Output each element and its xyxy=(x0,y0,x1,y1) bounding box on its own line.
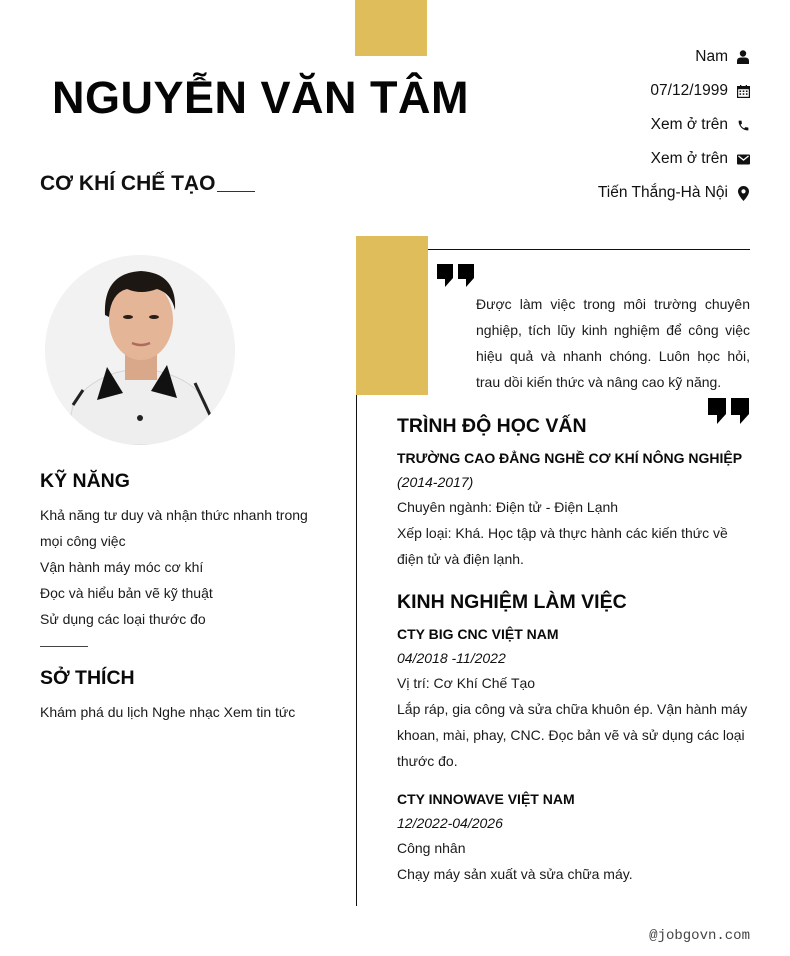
column-divider xyxy=(356,395,357,906)
user-icon xyxy=(736,50,750,64)
job-period: 12/2022-04/2026 xyxy=(397,815,503,831)
watermark: @jobgovn.com xyxy=(649,928,750,944)
phone-icon xyxy=(736,118,750,132)
contact-list xyxy=(450,40,750,210)
avatar xyxy=(45,255,235,445)
education-description: Xếp loại: Khá. Học tập và thực hành các kiến thức về điện tử và điện lạnh. xyxy=(397,525,728,567)
section-divider xyxy=(40,646,88,647)
school-name: TRƯỜNG CAO ĐẲNG NGHỀ CƠ KHÍ NÔNG NGHIỆP xyxy=(397,450,743,466)
job-description: Chạy máy sản xuất và sửa chữa máy. xyxy=(397,866,633,882)
education-heading: TRÌNH ĐỘ HỌC VẤN xyxy=(397,415,587,437)
skills-list xyxy=(40,502,330,632)
contact-gender-text: Nam xyxy=(695,48,728,65)
job-description: Lắp ráp, gia công và sửa chữa khuôn ép. Vận hành máy khoan, mài, phay, CNC. Đọc bản vẽ và sử dụng các loại thước đo. xyxy=(397,701,748,769)
skill-item: Đọc và hiểu bản vẽ kỹ thuật xyxy=(40,585,213,601)
location-pin-icon xyxy=(736,186,750,200)
avatar-photo xyxy=(45,255,235,445)
contact-phone xyxy=(450,108,750,142)
hobbies-heading: SỞ THÍCH xyxy=(40,667,135,689)
summary-top-rule xyxy=(428,249,750,250)
job-title-text: CƠ KHÍ CHẾ TẠO xyxy=(40,172,216,195)
company-name: CTY BIG CNC VIỆT NAM xyxy=(397,626,559,642)
job-period: 04/2018 -11/2022 xyxy=(397,650,506,666)
skill-item: Khả năng tư duy và nhận thức nhanh trong mọi công việc xyxy=(40,507,308,549)
email-icon xyxy=(736,152,750,166)
contact-gender xyxy=(450,40,750,74)
career-summary: Được làm việc trong môi trường chuyên nghiệp, tích lũy kinh nghiệm để công việc hiệu quả và nhanh chóng. Luôn học hỏi, trau dồi kiến thức và nâng cao kỹ năng. xyxy=(476,296,750,390)
hobbies-text: Khám phá du lịch Nghe nhạc Xem tin tức xyxy=(40,704,296,720)
candidate-name: NGUYỄN VĂN TÂM xyxy=(52,72,470,123)
education-major: Chuyên ngành: Điện tử - Điện Lạnh xyxy=(397,499,619,515)
job-title-underline xyxy=(217,191,255,192)
contact-birthday xyxy=(450,74,750,108)
skill-item: Sử dụng các loại thước đo xyxy=(40,611,206,627)
contact-address-text: Tiến Thắng-Hà Nội xyxy=(597,184,728,201)
accent-block-summary xyxy=(356,236,428,395)
job-position: Công nhân xyxy=(397,840,466,856)
contact-email-text: Xem ở trên xyxy=(650,150,728,167)
education-period: (2014-2017) xyxy=(397,474,474,490)
skills-heading: KỸ NĂNG xyxy=(40,470,130,492)
contact-email xyxy=(450,142,750,176)
contact-address xyxy=(450,176,750,210)
job-title xyxy=(40,172,255,196)
calendar-icon xyxy=(736,84,750,98)
company-name: CTY INNOWAVE VIỆT NAM xyxy=(397,791,575,807)
education-entry xyxy=(397,446,750,572)
job-position: Vị trí: Cơ Khí Chế Tạo xyxy=(397,675,536,691)
open-quote-icon xyxy=(437,264,475,293)
contact-birthday-text: 07/12/1999 xyxy=(650,82,728,99)
skill-item: Vận hành máy móc cơ khí xyxy=(40,559,204,575)
experience-entry xyxy=(397,787,750,887)
experience-heading: KINH NGHIỆM LÀM VIỆC xyxy=(397,591,627,613)
contact-phone-text: Xem ở trên xyxy=(650,116,728,133)
experience-entry xyxy=(397,622,750,774)
accent-block-top xyxy=(355,0,427,56)
